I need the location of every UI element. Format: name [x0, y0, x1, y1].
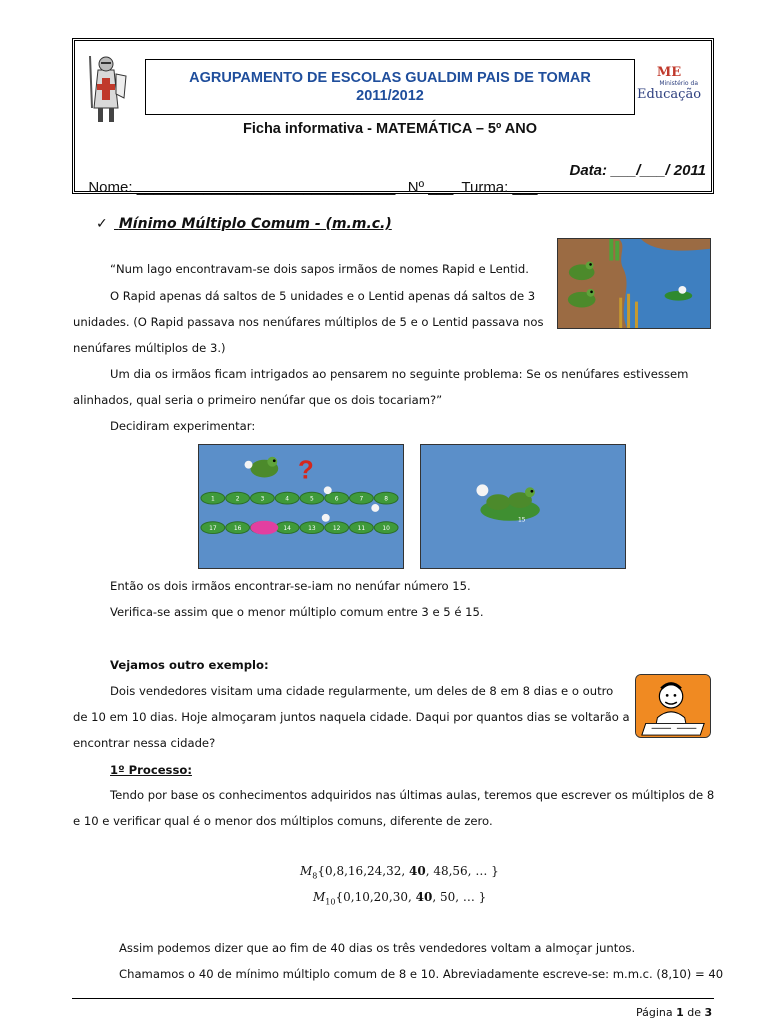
lily-pad-label: 16 — [233, 526, 242, 533]
frogs-pond-illustration — [557, 238, 711, 329]
lily-pad-label: 14 — [283, 526, 291, 533]
logo-ministry-text: Ministério da — [659, 80, 698, 87]
total-pages: 3 — [704, 1006, 713, 1019]
example-line-3: encontrar nessa cidade? — [73, 736, 216, 750]
lily-pad-label: 2 — [235, 496, 240, 503]
m10-pre: {0,10,20,30, — [335, 890, 416, 904]
sheet-title: Ficha informativa - MATEMÁTICA – 5º ANO — [243, 121, 537, 137]
section-title — [96, 216, 392, 232]
story-line-3: unidades. (O Rapid passava nos nenúfares múltiplos de 5 e o Lentid passava nos — [73, 315, 544, 329]
knight-crest-logo — [80, 50, 132, 124]
lily-pad-label: 10 — [382, 526, 390, 533]
m8-pre: {0,8,16,24,32, — [317, 864, 409, 878]
process-line-2: e 10 e verificar qual é o menor dos múltiplos comuns, diferente de zero. — [73, 814, 493, 828]
frogs-on-lily-15-illustration — [420, 444, 626, 569]
example-line-2: de 10 em 10 dias. Hoje almoçaram juntos naquela cidade. Daqui por quantos dias se voltarão a — [73, 710, 630, 724]
lily-pad-label: 3 — [260, 496, 265, 503]
school-year: 2011/2012 — [356, 88, 424, 104]
lily-pad-label: 8 — [384, 496, 389, 503]
multiples-of-10 — [313, 890, 486, 906]
story-line-7: Decidiram experimentar: — [110, 419, 256, 433]
logo-education-text: Educação — [636, 87, 702, 102]
m10-highlight: 40 — [415, 890, 433, 904]
lily-pad-label: 7 — [359, 496, 364, 503]
page-label-mid: de — [683, 1006, 705, 1019]
lily-pad-label: 12 — [332, 526, 341, 533]
lily-pad-label: 13 — [308, 526, 316, 533]
lily-pad-label: 17 — [209, 526, 217, 533]
lily-pad-label: 1 — [210, 496, 215, 503]
example-line-1: Dois vendedores visitam uma cidade regularmente, um deles de 8 em 8 dias e o outro — [110, 684, 614, 698]
lily-pad-label: 11 — [357, 526, 366, 533]
salesman-reading-illustration — [635, 674, 711, 738]
lily-single-label: 15 — [518, 517, 526, 524]
page-label-prefix: Página — [636, 1006, 677, 1019]
m8-post: , 48,56, … } — [425, 864, 499, 878]
name-number-class-fields: Nome: _______________________________ Nº ___ Turma: ___ — [88, 179, 538, 196]
story-line-1: “Num lago encontravam-se dois sapos irmãos de nomes Rapid e Lentid. — [110, 262, 529, 276]
m8-highlight: 40 — [409, 864, 426, 878]
ministry-education-logo — [636, 66, 702, 106]
multiples-of-8 — [300, 864, 499, 880]
m10-post: , 50, … } — [432, 890, 487, 904]
date-field: Data: ___/___/ 2011 — [569, 162, 706, 179]
result-line-1: Assim podemos dizer que ao fim de 40 dias os três vendedores voltam a almoçar juntos. — [119, 941, 636, 955]
m8-subscript: 8 — [312, 871, 318, 881]
conclusion-line-2: Verifica-se assim que o menor múltiplo comum entre 3 e 5 é 15. — [110, 605, 484, 619]
m8-symbol: M — [300, 864, 313, 878]
footer-divider — [72, 998, 714, 999]
school-title-box — [145, 59, 635, 115]
lily-pads-row-illustration — [198, 444, 404, 569]
process-1-heading: 1º Processo: — [110, 763, 192, 777]
lily-pad-label: 4 — [285, 496, 290, 503]
m10-symbol: M — [313, 890, 326, 904]
question-mark: ? — [298, 456, 314, 485]
result-line-2: Chamamos o 40 de mínimo múltiplo comum de 8 e 10. Abreviadamente escreve-se: m.m.c. (8,10) = 40 — [119, 967, 724, 981]
another-example-heading: Vejamos outro exemplo: — [110, 658, 269, 672]
conclusion-line-1: Então os dois irmãos encontrar-se-iam no nenúfar número 15. — [110, 579, 471, 593]
process-line-1: Tendo por base os conhecimentos adquiridos nas últimas aulas, teremos que escrever os múltiplos de 8 — [110, 788, 715, 802]
logo-mark: ME — [656, 65, 682, 80]
checkmark-icon: ✓ — [96, 216, 108, 232]
section-title-text: Mínimo Múltiplo Comum - (m.m.c.) — [118, 216, 392, 232]
story-line-6: alinhados, qual seria o primeiro nenúfar que os dois tocariam?” — [73, 393, 443, 407]
story-line-5: Um dia os irmãos ficam intrigados ao pensarem no seguinte problema: Se os nenúfares estivessem — [110, 367, 689, 381]
story-line-2: O Rapid apenas dá saltos de 5 unidades e o Lentid apenas dá saltos de 3 — [110, 289, 536, 303]
school-name: AGRUPAMENTO DE ESCOLAS GUALDIM PAIS DE TOMAR — [189, 70, 591, 86]
lily-pad-label: 6 — [334, 496, 339, 503]
current-page: 1 — [676, 1006, 684, 1019]
m10-subscript: 10 — [325, 897, 336, 907]
lily-pad-label: 5 — [310, 496, 314, 503]
student-info-line — [80, 162, 708, 213]
story-line-4: nenúfares múltiplos de 3.) — [73, 341, 226, 355]
page-number — [636, 1006, 712, 1019]
